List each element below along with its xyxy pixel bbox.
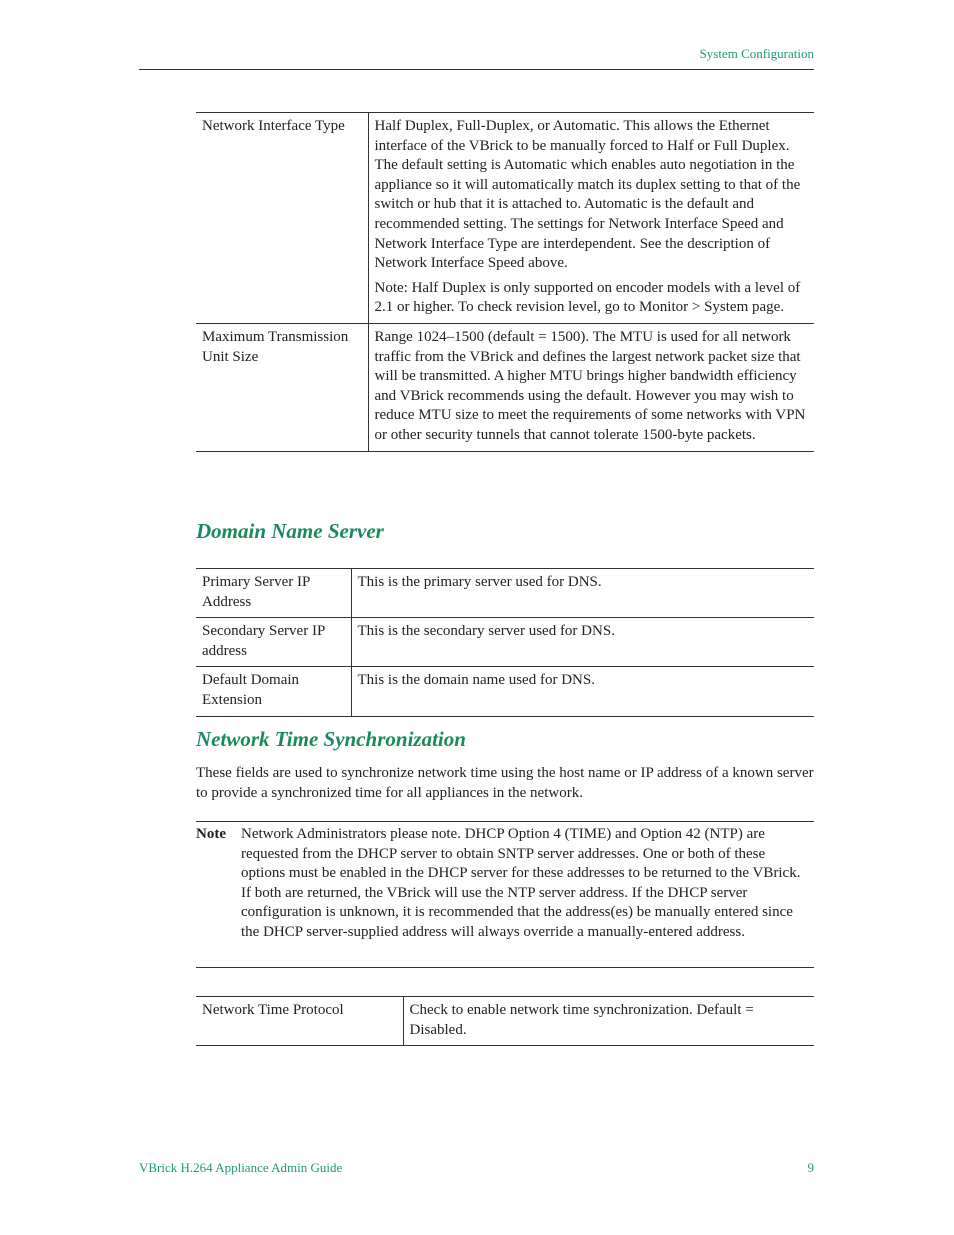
field-name: Secondary Server IP address xyxy=(196,618,351,667)
nts-heading: Network Time Synchronization xyxy=(196,727,466,751)
nts-table xyxy=(196,996,814,1046)
table-row xyxy=(196,997,814,1046)
page-number: 9 xyxy=(807,1160,814,1175)
field-name: Network Interface Type xyxy=(196,113,368,324)
header-rule xyxy=(139,69,814,70)
nts-table-wrap xyxy=(196,996,814,1046)
description-note: Note: Half Duplex is only supported on encoder models with a level of 2.1 or higher. To check revision level, go to Monitor > System page. xyxy=(374,279,801,316)
network-settings-table xyxy=(196,112,814,452)
field-description xyxy=(368,113,814,324)
note-label: Note xyxy=(196,826,226,842)
table-row xyxy=(196,569,814,618)
field-description: This is the domain name used for DNS. xyxy=(357,672,595,689)
field-name: Maximum Transmission Unit Size xyxy=(196,323,368,451)
nts-intro: These fields are used to synchronize network time using the host name or IP address of a known server to provide a synchronized time for all appliances in the network. xyxy=(196,765,814,801)
field-description xyxy=(368,323,814,451)
field-name: Default Domain Extension xyxy=(196,667,351,716)
field-name: Network Time Protocol xyxy=(196,997,403,1046)
table-row xyxy=(196,618,814,667)
table-row xyxy=(196,323,814,451)
network-settings-table-wrap xyxy=(196,112,814,452)
running-head: System Configuration xyxy=(699,46,814,61)
note-box xyxy=(196,821,814,968)
dns-table-wrap xyxy=(196,568,814,717)
field-description: This is the primary server used for DNS. xyxy=(357,574,602,590)
note-text: Network Administrators please note. DHCP Option 4 (TIME) and Option 42 (NTP) are requested from the DHCP server to obtain SNTP server addresses. One or both of these options must be enabled in the DHCP server for these addresses to be returned to the VBrick. If both are returned, the VBrick will use the NTP server address. If the DHCP server configuration is unknown, it is recommended that the address(es) be manually entered since the DHCP server-supplied address will always override a manually-entered address. xyxy=(241,826,801,940)
footer-title: VBrick H.264 Appliance Admin Guide xyxy=(139,1160,343,1175)
table-row xyxy=(196,113,814,324)
description-paragraph: Range 1024–1500 (default = 1500). The MTU is used for all network traffic from the VBrick and defines the largest network packet size that will be transmitted. A higher MTU brings higher bandwidth efficiency and VBrick recommends using the default. However you may wish to reduce MTU size to meet the requirements of some networks with VPN or other security tunnels that cannot tolerate 1500-byte packets. xyxy=(374,328,806,443)
field-name: Primary Server IP Address xyxy=(196,569,351,618)
description-paragraph: Half Duplex, Full-Duplex, or Automatic. This allows the Ethernet interface of the VBrick to be manually forced to Half or Full Duplex. The default setting is Automatic which enables auto negotiation in the appliance so it will automatically match its duplex setting to that of the switch or hub that it is attached to. Automatic is the default and recommended setting. The settings for Network Interface Speed and Network Interface Type are interdependent. See the description of Network Interface Speed above. xyxy=(374,118,801,272)
field-description: This is the secondary server used for DNS. xyxy=(357,623,615,640)
table-row xyxy=(196,667,814,716)
dns-heading: Domain Name Server xyxy=(196,519,384,543)
dns-table xyxy=(196,568,814,717)
field-description: Check to enable network time synchronization. Default = Disabled. xyxy=(409,1002,754,1038)
